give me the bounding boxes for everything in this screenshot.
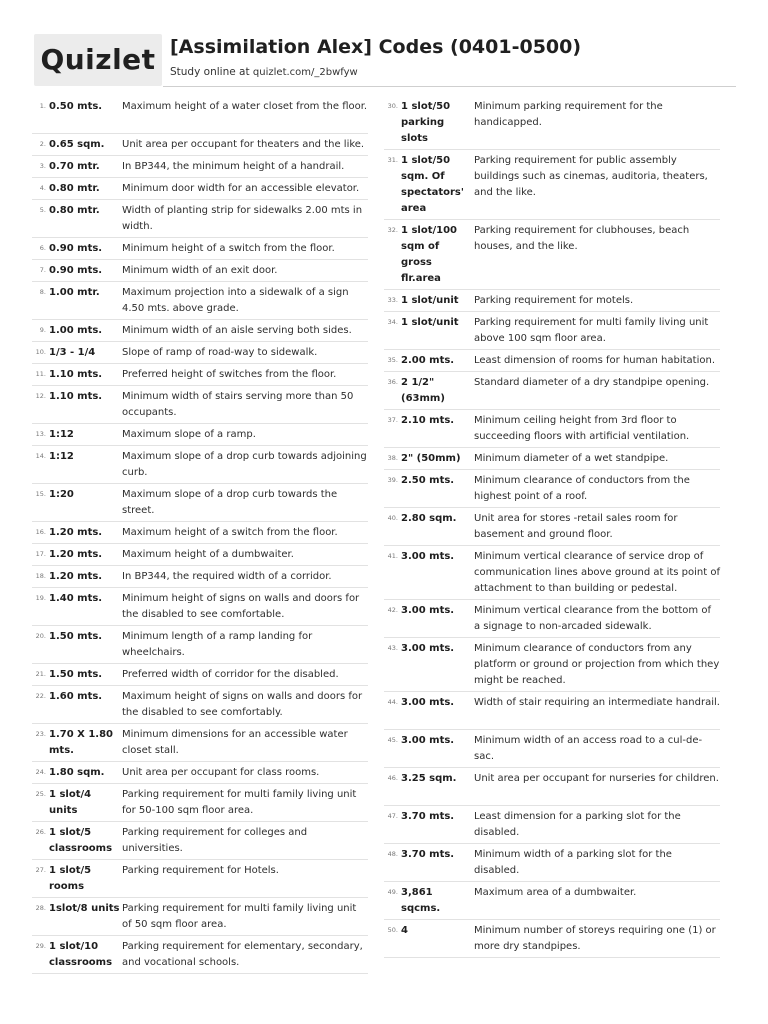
term-definition: Unit area for stores -retail sales room for basement and ground floor. (474, 513, 678, 540)
term-definition: Maximum slope of a drop curb towards the street. (122, 489, 338, 516)
term-value: 2" (50mm) (401, 453, 461, 464)
right-term-column (384, 96, 720, 958)
term-definition: Maximum area of a dumbwaiter. (474, 887, 637, 898)
term-row (384, 350, 720, 372)
term-row (384, 920, 720, 958)
term-value: 1 slot/100 sqm of gross flr.area (401, 225, 457, 284)
term-value: 3.00 mts. (401, 643, 455, 654)
term-definition: Slope of ramp of road-way to sidewalk. (122, 347, 318, 358)
term-value: 0.70 mtr. (49, 161, 100, 172)
term-value: 3.00 mts. (401, 697, 455, 708)
term-value: 1 slot/5 classrooms (49, 827, 113, 854)
term-definition: Parking requirement for multi family living unit of 50 sqm floor area. (122, 903, 357, 930)
term-row (384, 844, 720, 882)
term-value: 1 slot/5 rooms (49, 865, 92, 892)
term-value: 3.00 mts. (401, 605, 455, 616)
term-number: 17. (35, 550, 46, 558)
term-number: 1. (39, 102, 46, 110)
term-row (384, 372, 720, 410)
term-row (32, 484, 368, 522)
term-row (384, 546, 720, 600)
term-definition: Minimum height of signs on walls and doors for the disabled to see comfortable. (122, 593, 360, 620)
term-number: 34. (387, 318, 398, 326)
term-value: 3.70 mts. (401, 811, 455, 822)
term-number: 36. (387, 378, 398, 386)
term-definition: Least dimension for a parking slot for the disabled. (474, 811, 681, 838)
term-value: 1.20 mts. (49, 571, 103, 582)
term-value: 1.50 mts. (49, 669, 103, 680)
term-value: 1 slot/unit (401, 317, 459, 328)
header-divider (163, 86, 736, 87)
term-row (384, 692, 720, 730)
term-definition: Standard diameter of a dry standpipe opening. (474, 377, 710, 388)
term-number: 38. (387, 454, 398, 462)
term-definition: Parking requirement for multi family living unit above 100 sqm floor area. (474, 317, 709, 344)
term-value: 2.00 mts. (401, 355, 455, 366)
term-definition: Minimum width of stairs serving more than 50 occupants. (122, 391, 354, 418)
term-value: 1.20 mts. (49, 549, 103, 560)
term-definition: In BP344, the required width of a corridor. (122, 571, 332, 582)
term-definition: Maximum height of a switch from the floor. (122, 527, 338, 538)
term-number: 6. (39, 244, 46, 252)
term-definition: Minimum width of an aisle serving both sides. (122, 325, 352, 336)
term-row (32, 566, 368, 588)
term-row (384, 600, 720, 638)
term-number: 25. (35, 790, 46, 798)
term-number: 2. (39, 140, 46, 148)
term-row (384, 150, 720, 220)
term-value: 1.10 mts. (49, 391, 103, 402)
term-definition: In BP344, the minimum height of a handrail. (122, 161, 345, 172)
term-row (32, 134, 368, 156)
term-definition: Preferred width of corridor for the disabled. (122, 669, 339, 680)
term-row (32, 860, 368, 898)
term-definition: Minimum vertical clearance of service drop of communication lines above ground at its point of attachment to than building or pedestal. (474, 551, 720, 594)
term-value: 0.90 mts. (49, 243, 103, 254)
term-value: 1 slot/50 sqm. Of spectators' area (401, 155, 464, 214)
term-number: 32. (387, 226, 398, 234)
page-header (0, 0, 768, 95)
term-number: 7. (39, 266, 46, 274)
term-row (32, 522, 368, 544)
term-value: 1.80 sqm. (49, 767, 105, 778)
term-value: 2.50 mts. (401, 475, 455, 486)
term-number: 47. (387, 812, 398, 820)
term-row (32, 762, 368, 784)
term-value: 2.10 mts. (401, 415, 455, 426)
term-number: 44. (387, 698, 398, 706)
term-value: 0.50 mts. (49, 101, 103, 112)
term-number: 43. (387, 644, 398, 652)
term-value: 0.80 mtr. (49, 183, 100, 194)
term-value: 0.80 mtr. (49, 205, 100, 216)
term-value: 1/3 - 1/4 (49, 347, 96, 358)
term-row (384, 410, 720, 448)
term-definition: Parking requirement for motels. (474, 295, 634, 306)
term-definition: Minimum length of a ramp landing for wheelchairs. (122, 631, 313, 658)
term-row (384, 290, 720, 312)
term-row (32, 822, 368, 860)
term-number: 46. (387, 774, 398, 782)
term-number: 26. (35, 828, 46, 836)
term-number: 10. (35, 348, 46, 356)
term-row (32, 260, 368, 282)
study-online-label: Study online at (170, 66, 253, 78)
term-definition: Maximum slope of a drop curb towards adjoining curb. (122, 451, 367, 478)
term-row (32, 936, 368, 974)
term-value: 1.70 X 1.80 mts. (49, 729, 114, 756)
term-number: 20. (35, 632, 46, 640)
term-definition: Minimum width of an exit door. (122, 265, 278, 276)
term-row (32, 200, 368, 238)
term-number: 29. (35, 942, 46, 950)
term-row (384, 882, 720, 920)
term-definition: Minimum parking requirement for the handicapped. (474, 101, 663, 128)
term-value: 1 slot/unit (401, 295, 459, 306)
term-definition: Maximum height of a dumbwaiter. (122, 549, 294, 560)
term-row (32, 424, 368, 446)
term-definition: Maximum height of signs on walls and doors for the disabled to see comfortably. (122, 691, 363, 718)
term-value: 0.65 sqm. (49, 139, 105, 150)
term-number: 28. (35, 904, 46, 912)
term-number: 49. (387, 888, 398, 896)
term-value: 1.40 mts. (49, 593, 103, 604)
term-value: 4 (401, 925, 408, 936)
term-definition: Preferred height of switches from the floor. (122, 369, 337, 380)
term-row (32, 588, 368, 626)
term-definition: Maximum slope of a ramp. (122, 429, 256, 440)
term-definition: Unit area per occupant for nurseries for children. (474, 773, 719, 784)
term-number: 33. (387, 296, 398, 304)
term-row (32, 342, 368, 364)
term-number: 8. (39, 288, 46, 296)
term-number: 15. (35, 490, 46, 498)
term-number: 13. (35, 430, 46, 438)
term-row (32, 178, 368, 200)
term-number: 3. (39, 162, 46, 170)
term-row (32, 724, 368, 762)
term-definition: Unit area per occupant for theaters and the like. (122, 139, 365, 150)
term-number: 4. (39, 184, 46, 192)
term-number: 18. (35, 572, 46, 580)
term-value: 1 slot/10 classrooms (49, 941, 113, 968)
term-row (32, 446, 368, 484)
term-row (32, 282, 368, 320)
term-row (32, 364, 368, 386)
term-value: 1.50 mts. (49, 631, 103, 642)
term-value: 1.60 mts. (49, 691, 103, 702)
term-number: 22. (35, 692, 46, 700)
term-value: 1.00 mts. (49, 325, 103, 336)
term-value: 3.25 sqm. (401, 773, 457, 784)
quizlet-logo[interactable]: Quizlet (34, 34, 162, 86)
term-definition: Parking requirement for public assembly buildings such as cinemas, auditoria, theaters, and the like. (474, 155, 708, 198)
term-row (384, 508, 720, 546)
term-row (384, 730, 720, 768)
term-definition: Parking requirement for colleges and universities. (122, 827, 308, 854)
term-row (32, 626, 368, 664)
term-number: 50. (387, 926, 398, 934)
term-definition: Least dimension of rooms for human habitation. (474, 355, 716, 366)
term-definition: Minimum door width for an accessible elevator. (122, 183, 360, 194)
term-row (32, 320, 368, 342)
term-number: 11. (35, 370, 46, 378)
term-number: 19. (35, 594, 46, 602)
term-row (384, 638, 720, 692)
term-definition: Parking requirement for elementary, secondary, and vocational schools. (122, 941, 363, 968)
term-value: 1:12 (49, 429, 74, 440)
term-definition: Maximum height of a water closet from the floor. (122, 101, 368, 112)
term-number: 9. (39, 326, 46, 334)
term-value: 1:12 (49, 451, 74, 462)
term-row (32, 686, 368, 724)
term-value: 3.00 mts. (401, 551, 455, 562)
term-row (32, 784, 368, 822)
term-row (384, 448, 720, 470)
term-definition: Minimum number of storeys requiring one (1) or more dry standpipes. (474, 925, 716, 952)
term-number: 42. (387, 606, 398, 614)
term-value: 3.00 mts. (401, 735, 455, 746)
term-definition: Maximum projection into a sidewalk of a sign 4.50 mts. above grade. (122, 287, 349, 314)
term-value: 1slot/8 units (49, 903, 120, 914)
term-value: 1 slot/4 units (49, 789, 92, 816)
term-row (32, 544, 368, 566)
term-number: 41. (387, 552, 398, 560)
term-number: 23. (35, 730, 46, 738)
left-term-column (32, 96, 368, 974)
document-title: [Assimilation Alex] Codes (0401-0500) (170, 36, 582, 58)
term-row (384, 806, 720, 844)
term-value: 1.20 mts. (49, 527, 103, 538)
term-definition: Width of stair requiring an intermediate handrail. (474, 697, 720, 708)
term-definition: Width of planting strip for sidewalks 2.00 mts in width. (122, 205, 363, 232)
term-row (32, 96, 368, 134)
term-number: 30. (387, 102, 398, 110)
term-row (32, 664, 368, 686)
term-definition: Minimum vertical clearance from the bottom of a signage to non-arcaded sidewalk. (474, 605, 711, 632)
term-definition: Unit area per occupant for class rooms. (122, 767, 320, 778)
term-row (384, 312, 720, 350)
term-number: 21. (35, 670, 46, 678)
term-definition: Minimum diameter of a wet standpipe. (474, 453, 669, 464)
study-online-line (170, 66, 358, 78)
term-number: 39. (387, 476, 398, 484)
term-number: 31. (387, 156, 398, 164)
term-row (384, 768, 720, 806)
term-value: 1 slot/50 parking slots (401, 101, 451, 144)
term-value: 1.00 mtr. (49, 287, 100, 298)
term-row (384, 220, 720, 290)
term-row (32, 898, 368, 936)
term-value: 2 1/2" (63mm) (401, 377, 445, 404)
term-definition: Minimum clearance of conductors from the highest point of a roof. (474, 475, 690, 502)
term-number: 5. (39, 206, 46, 214)
term-definition: Minimum width of a parking slot for the disabled. (474, 849, 672, 876)
term-number: 48. (387, 850, 398, 858)
term-value: 1.10 mts. (49, 369, 103, 380)
term-definition: Parking requirement for clubhouses, beach houses, and the like. (474, 225, 690, 252)
term-value: 3,861 sqcms. (401, 887, 441, 914)
term-definition: Minimum dimensions for an accessible water closet stall. (122, 729, 348, 756)
term-row (32, 386, 368, 424)
term-number: 12. (35, 392, 46, 400)
term-definition: Minimum width of an access road to a cul-de-sac. (474, 735, 703, 762)
term-row (384, 96, 720, 150)
term-number: 40. (387, 514, 398, 522)
term-definition: Parking requirement for Hotels. (122, 865, 279, 876)
term-row (32, 156, 368, 178)
term-value: 1:20 (49, 489, 74, 500)
term-definition: Minimum height of a switch from the floor. (122, 243, 335, 254)
term-number: 27. (35, 866, 46, 874)
term-definition: Minimum clearance of conductors from any platform or ground or projection from which they might be reached. (474, 643, 720, 686)
term-number: 16. (35, 528, 46, 536)
term-number: 35. (387, 356, 398, 364)
term-number: 37. (387, 416, 398, 424)
term-definition: Parking requirement for multi family living unit for 50-100 sqm floor area. (122, 789, 357, 816)
term-number: 14. (35, 452, 46, 460)
term-definition: Minimum ceiling height from 3rd floor to succeeding floors with artificial ventilation. (474, 415, 690, 442)
term-value: 3.70 mts. (401, 849, 455, 860)
term-value: 0.90 mts. (49, 265, 103, 276)
term-number: 24. (35, 768, 46, 776)
term-value: 2.80 sqm. (401, 513, 457, 524)
term-row (32, 238, 368, 260)
term-number: 45. (387, 736, 398, 744)
term-row (384, 470, 720, 508)
study-url-link[interactable]: quizlet.com/_2bwfyw (252, 67, 358, 78)
